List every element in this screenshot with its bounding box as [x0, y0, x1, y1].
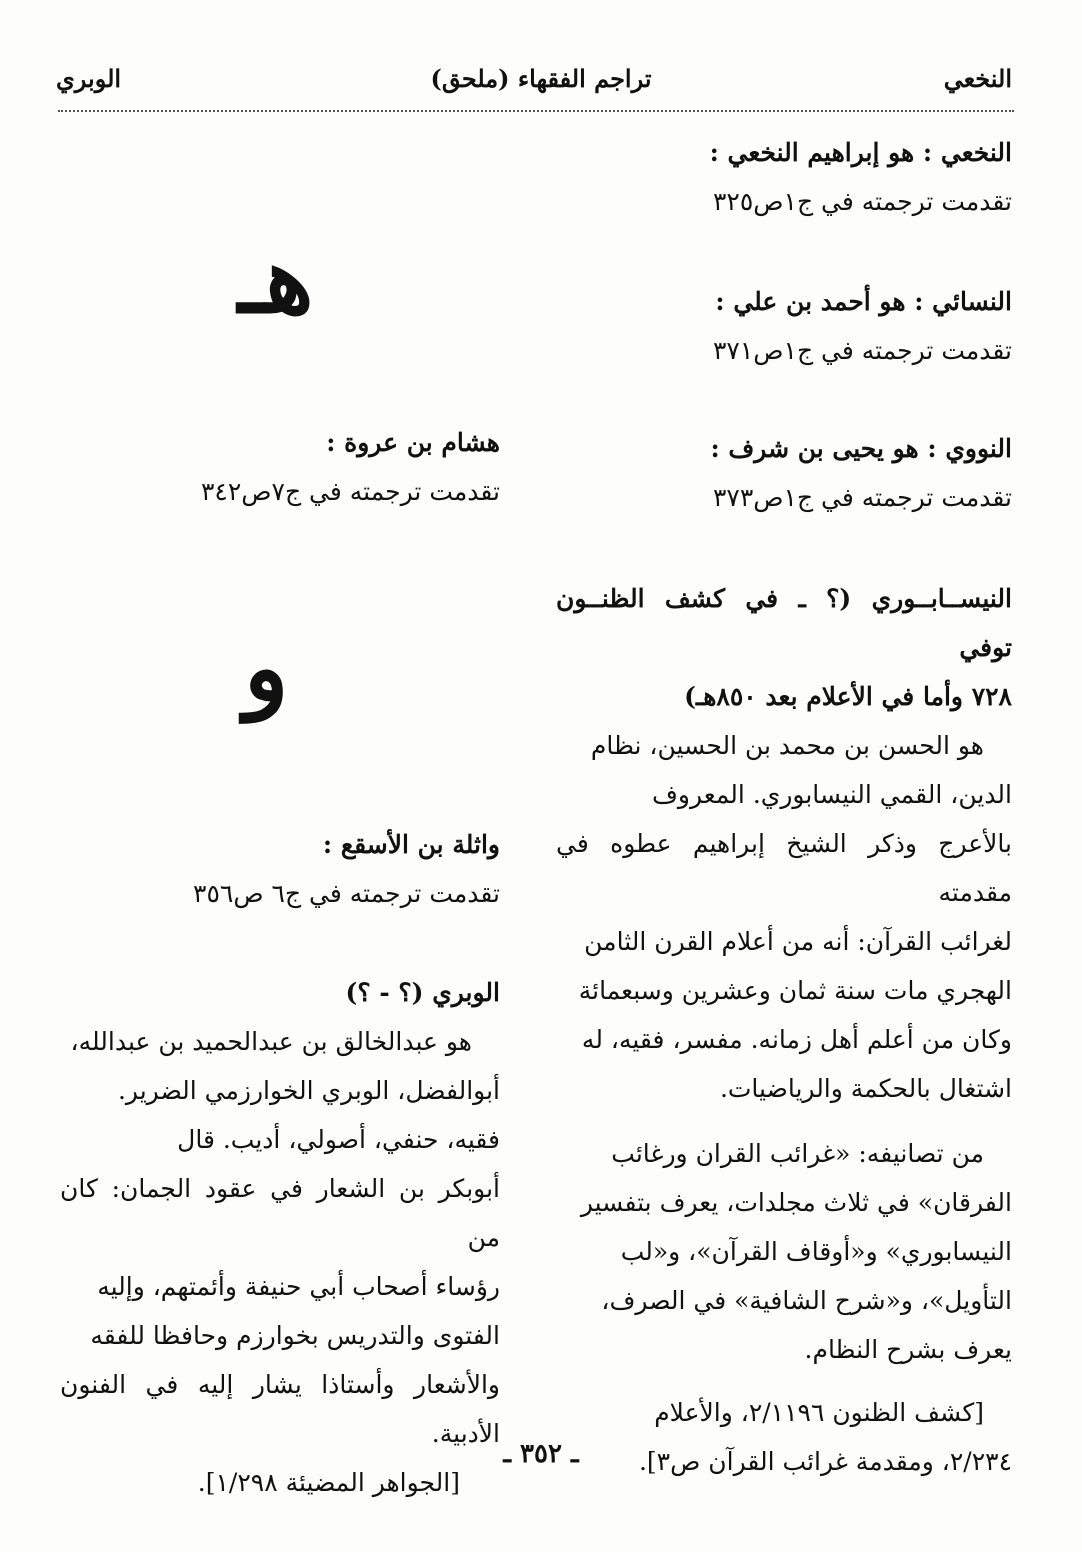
entry-nawawi — [552, 424, 1012, 522]
entry-hisham — [60, 418, 500, 516]
entry-nasai — [552, 277, 1012, 375]
text-line: أبوبكر بن الشعار في عقود الجمان: كان من — [60, 1174, 500, 1252]
text-line: بالأعرج وذكر الشيخ إبراهيم عطوه في مقدمته — [556, 829, 1012, 907]
text-line: النيسابوري» و«أوقاف القرآن»، و«لب — [620, 1237, 1012, 1266]
text-line: من تصانيفه: «غرائب القران ورغائب — [611, 1139, 984, 1168]
text-line: الفرقان» في ثلاث مجلدات، يعرف بتفسير — [580, 1188, 1012, 1217]
entry-heading: النسائي : هو أحمد بن علي : — [715, 287, 1012, 316]
entry-reference: تقدمت ترجمته في ج١ص٣٧١ — [712, 336, 1012, 365]
page-number: ـ ٣٥٢ ـ — [503, 1439, 579, 1469]
text-line: التأويل»، و«شرح الشافية» في الصرف، — [601, 1286, 1012, 1315]
text-line: الدين، القمي النيسابوري. المعروف — [652, 780, 1012, 809]
text-line: لغرائب القرآن: أنه من أعلام القرن الثامن — [584, 927, 1012, 956]
entry-wathila — [60, 820, 500, 918]
header-entry-right: النخعي — [943, 64, 1012, 93]
header-rule — [58, 110, 1014, 112]
section-letter-waw: و — [244, 614, 289, 722]
entry-wabari — [60, 968, 500, 1507]
text-line: الهجري مات سنة ثمان وعشرين وسبعمائة — [578, 976, 1012, 1005]
text-line: يعرف بشرح النظام. — [804, 1335, 1012, 1364]
entry-source: [الجواهر المضيئة ١/٢٩٨]. — [197, 1468, 460, 1497]
entry-works — [556, 1129, 1012, 1374]
entry-reference: تقدمت ترجمته في ج٦ ص٣٥٦ — [193, 879, 500, 908]
entry-heading: الوبري (؟ - ؟) — [345, 978, 500, 1007]
section-letter-ha: هـ — [238, 226, 314, 334]
header-title: (ملحق) تراجم الفقهاء — [430, 64, 652, 93]
entry-nakhai — [552, 128, 1012, 226]
text-line: رؤساء أصحاب أبي حنيفة وأئمتهم، وإليه — [97, 1272, 500, 1301]
entry-naysaburi — [556, 574, 1012, 1486]
entry-heading: النخعي : هو إبراهيم النخعي : — [709, 138, 1012, 167]
text-line: هو عبدالخالق بن عبدالحميد بن عبدالله، — [70, 1027, 472, 1056]
text-line: اشتغال بالحكمة والرياضيات. — [719, 1074, 1012, 1103]
entry-heading-line: ٧٢٨ وأما في الأعلام بعد ٨٥٠هـ) — [684, 682, 1012, 711]
entry-biography — [556, 721, 1012, 1113]
text-line: أبوالفضل، الوبري الخوارزمي الضرير. — [117, 1076, 500, 1105]
entry-reference: تقدمت ترجمته في ج١ص٣٧٣ — [712, 483, 1012, 512]
header-entry-left: الوبري — [56, 64, 122, 93]
text-line: [كشف الظنون ٢/١١٩٦، والأعلام — [654, 1398, 984, 1427]
entry-reference: تقدمت ترجمته في ج٧ص٣٤٢ — [200, 477, 500, 506]
text-line: الفتوى والتدريس بخوارزم وحافظا للفقه — [90, 1321, 500, 1350]
text-line: والأشعار وأستاذا يشار إليه في الفنون الأدبية. — [60, 1370, 500, 1448]
entry-heading-line: النيســابــوري (؟ ـ في كشف الظنــون توفي — [556, 584, 1012, 662]
text-line: هو الحسن بن محمد بن الحسين، نظام — [590, 731, 984, 760]
entry-heading: واثلة بن الأسقع : — [322, 830, 500, 859]
entry-reference: تقدمت ترجمته في ج١ص٣٢٥ — [712, 187, 1012, 216]
text-line: ٢/٢٣٤، ومقدمة غرائب القرآن ص٣]. — [638, 1447, 1012, 1476]
entry-heading: هشام بن عروة : — [326, 428, 500, 457]
text-line: وكان من أعلم أهل زمانه. مفسر، فقيه، له — [581, 1025, 1012, 1054]
entry-heading: النووي : هو يحيى بن شرف : — [710, 434, 1012, 463]
text-line: فقيه، حنفي، أصولي، أديب. قال — [177, 1125, 500, 1154]
